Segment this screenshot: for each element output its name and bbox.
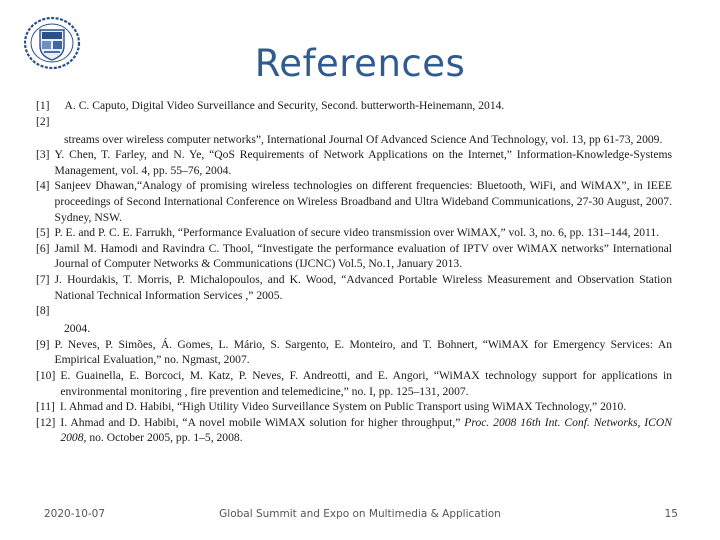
reference-item [36,303,672,321]
reference-text: 2004. [64,322,91,336]
reference-list [36,98,672,446]
reference-item [36,225,672,241]
reference-number: [9] [36,337,50,351]
reference-number: [11] [36,400,55,414]
reference-text-italic: Proc. 2008 16th Int. Conf. Networks, ICON 2008 [60,415,672,445]
reference-item [36,241,672,272]
reference-number: [5] [36,226,50,240]
reference-text: Jamil M. Hamodi and Ravindra C. Thool, “Investigate the performance evaluation of IPTV over WiMAX networks” International Journal of Computer Networks & Communications (IJCNC) Vol.5, No.1, January 2013. [54,241,672,271]
reference-text: I. Ahmad and D. Habibi, “High Utility Video Surveillance System on Public Transport using WiMAX Technology,” 2010. [59,400,627,414]
reference-number: [6] [36,241,50,255]
reference-number: [7] [36,272,50,286]
reference-text: P. E. and P. C. E. Farrukh, “Performance Evaluation of secure video transmission over WiMAX,” vol. 3, no. 6, pp. 131–144, 2011. [54,226,660,240]
reference-text [55,303,672,321]
reference-continuation [36,321,672,337]
reference-text-plain: I. Ahmad and D. Habibi, “A novel mobile WiMAX solution for higher throughput,” [60,415,461,429]
footer-page-number: 15 [664,508,678,520]
reference-item [36,98,672,114]
reference-number: [12] [36,415,56,429]
reference-text: E. Guainella, E. Borcoci, M. Katz, P. Neves, F. Andreotti, and E. Angori, “WiMAX technology support for applications in environmental monitoring , fire prevention and telemedicine,” no. I, pp. 125–131, 2007. [60,368,672,398]
reference-item [36,415,672,446]
reference-item [36,399,672,415]
reference-text: streams over wireless computer networks”, International Journal Of Advanced Science And Technology, vol. 13, pp 61-73, 2009. [64,132,663,146]
reference-text: Sanjeev Dhawan,“Analogy of promising wireless technologies on different frequencies: Bluetooth, WiFi, and WiMAX”, in IEEE proceedings of Second International Conference on Wireless Broadband and Ultra Wideband Communications, 27-30 August, 2007. Sydney, NSW. [54,179,672,224]
reference-number: [8] [36,304,50,318]
reference-number: [4] [36,179,50,193]
reference-text: J. Hourdakis, T. Morris, P. Michalopoulos, and K. Wood, “Advanced Portable Wireless Measurement and Observation Station National Technical Information Services ,” 2005. [54,272,672,302]
page-title: References [254,42,466,85]
reference-text [55,114,672,132]
reference-item [36,178,672,225]
reference-text [60,415,672,446]
reference-item [36,114,672,132]
reference-number: [10] [36,368,56,382]
reference-number: [3] [36,148,50,162]
footer-conference: Global Summit and Expo on Multimedia & Application [219,508,501,520]
reference-text: P. Neves, P. Simões, Á. Gomes, L. Mário, S. Sargento, E. Monteiro, and T. Bohnert, “WiMAX for Emergency Services: An Empirical Evaluation,” no. Ngmast, 2007. [54,337,672,367]
reference-item [36,272,672,303]
reference-text: A. C. Caputo, Digital Video Surveillance and Security, Second. butterworth-Heinemann, 2014. [64,99,505,112]
reference-text-end: , no. October 2005, pp. 1–5, 2008. [83,431,243,445]
reference-item [36,337,672,368]
reference-item [36,147,672,178]
reference-continuation [36,132,672,148]
footer-date: 2020-10-07 [44,508,106,520]
reference-item [36,368,672,399]
reference-text: Y. Chen, T. Farley, and N. Ye, “QoS Requirements of Network Applications on the Internet,” Information-Knowledge-Systems Management, vol. 4, pp. 55–76, 2004. [54,148,672,177]
reference-number: [2] [36,114,50,128]
reference-number: [1] [36,99,50,112]
